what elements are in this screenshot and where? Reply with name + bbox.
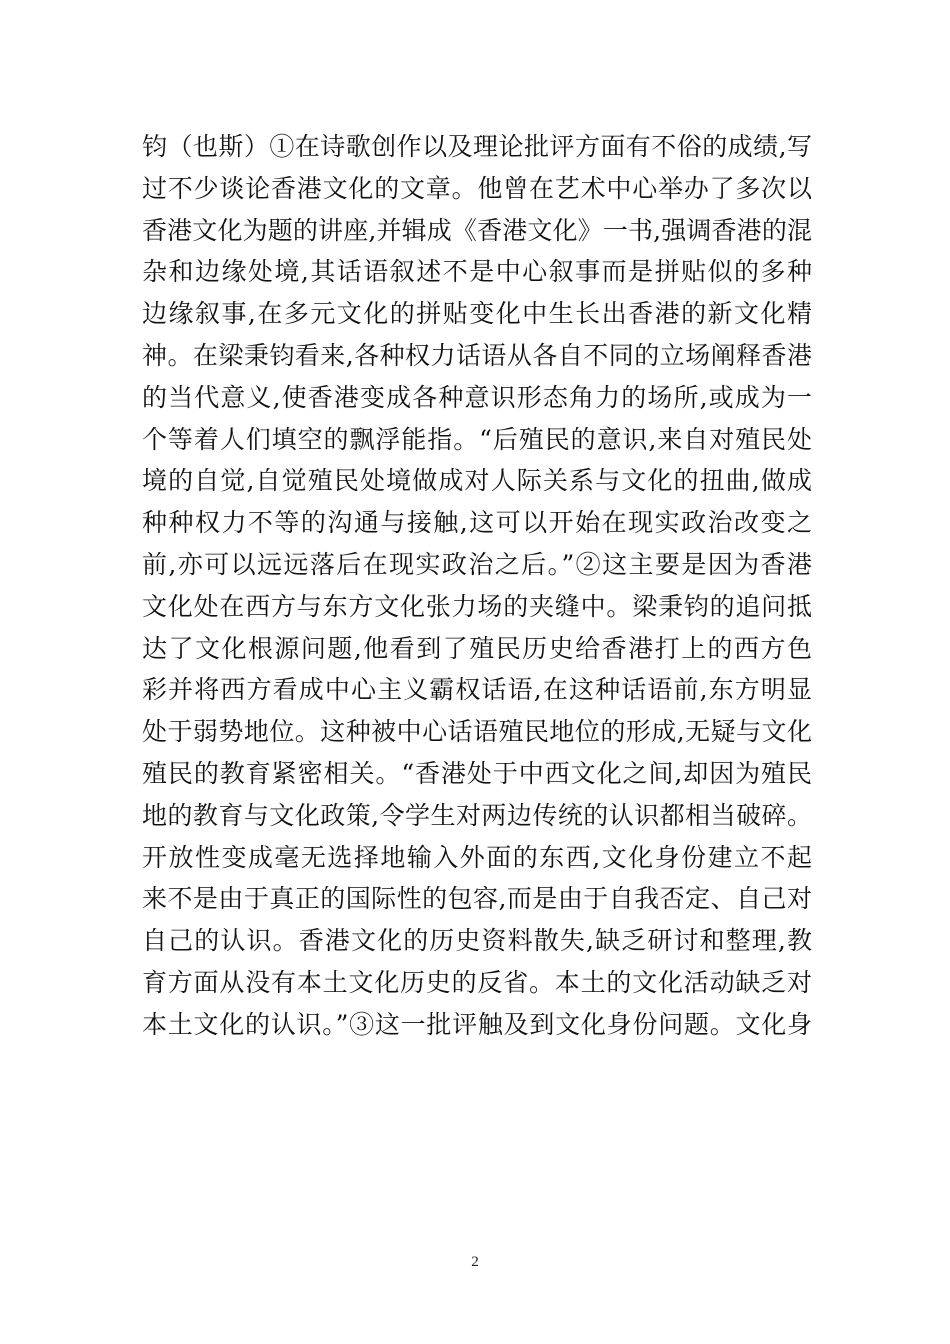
text-line: 境的自觉,自觉殖民处境做成对人际关系与文化的扭曲,做成 [142, 466, 812, 496]
text-line: 本土文化的认识。”③这一批评触及到文化身份问题。文化身 [142, 1009, 812, 1039]
page-number: 2 [471, 1254, 479, 1270]
text-line: 过不少谈论香港文化的文章。他曾在艺术中心举办了多次以 [142, 173, 812, 203]
text-line: 开放性变成毫无选择地输入外面的东西,文化身份建立不起 [142, 842, 812, 872]
text-line: 个等着人们填空的飘浮能指。“后殖民的意识,来自对殖民处 [142, 424, 812, 454]
text-line: 来不是由于真正的国际性的包容,而是由于自我否定、自己对 [142, 884, 812, 914]
text-line: 达了文化根源问题,他看到了殖民历史给香港打上的西方色 [142, 633, 812, 663]
text-line: 自己的认识。香港文化的历史资料散失,缺乏研讨和整理,教 [142, 926, 812, 956]
text-line: 彩并将西方看成中心主义霸权话语,在这种话语前,东方明显 [142, 675, 812, 705]
text-line: 地的教育与文化政策,令学生对两边传统的认识都相当破碎。 [142, 800, 812, 830]
text-line: 殖民的教育紧密相关。“香港处于中西文化之间,却因为殖民 [142, 758, 812, 788]
text-line: 文化处在西方与东方文化张力场的夹缝中。梁秉钧的追问抵 [142, 591, 812, 621]
text-line: 边缘叙事,在多元文化的拼贴变化中生长出香港的新文化精 [142, 299, 812, 329]
text-line: 前,亦可以远远落后在现实政治之后。”②这主要是因为香港 [142, 549, 812, 579]
text-line: 香港文化为题的讲座,并辑成《香港文化》一书,强调香港的混 [142, 215, 812, 245]
text-line: 神。在梁秉钧看来,各种权力话语从各自不同的立场阐释香港 [142, 340, 812, 370]
body-text [142, 126, 812, 1046]
text-line: 种种权力不等的沟通与接触,这可以开始在现实政治改变之 [142, 508, 812, 538]
text-line: 处于弱势地位。这种被中心话语殖民地位的形成,无疑与文化 [142, 717, 812, 747]
text-line: 钧（也斯）①在诗歌创作以及理论批评方面有不俗的成绩,写 [142, 132, 812, 161]
text-line: 育方面从没有本土文化历史的反省。本土的文化活动缺乏对 [142, 967, 812, 997]
text-line: 杂和边缘处境,其话语叙述不是中心叙事而是拼贴似的多种 [142, 257, 812, 287]
text-line: 的当代意义,使香港变成各种意识形态角力的场所,或成为一 [142, 382, 812, 412]
